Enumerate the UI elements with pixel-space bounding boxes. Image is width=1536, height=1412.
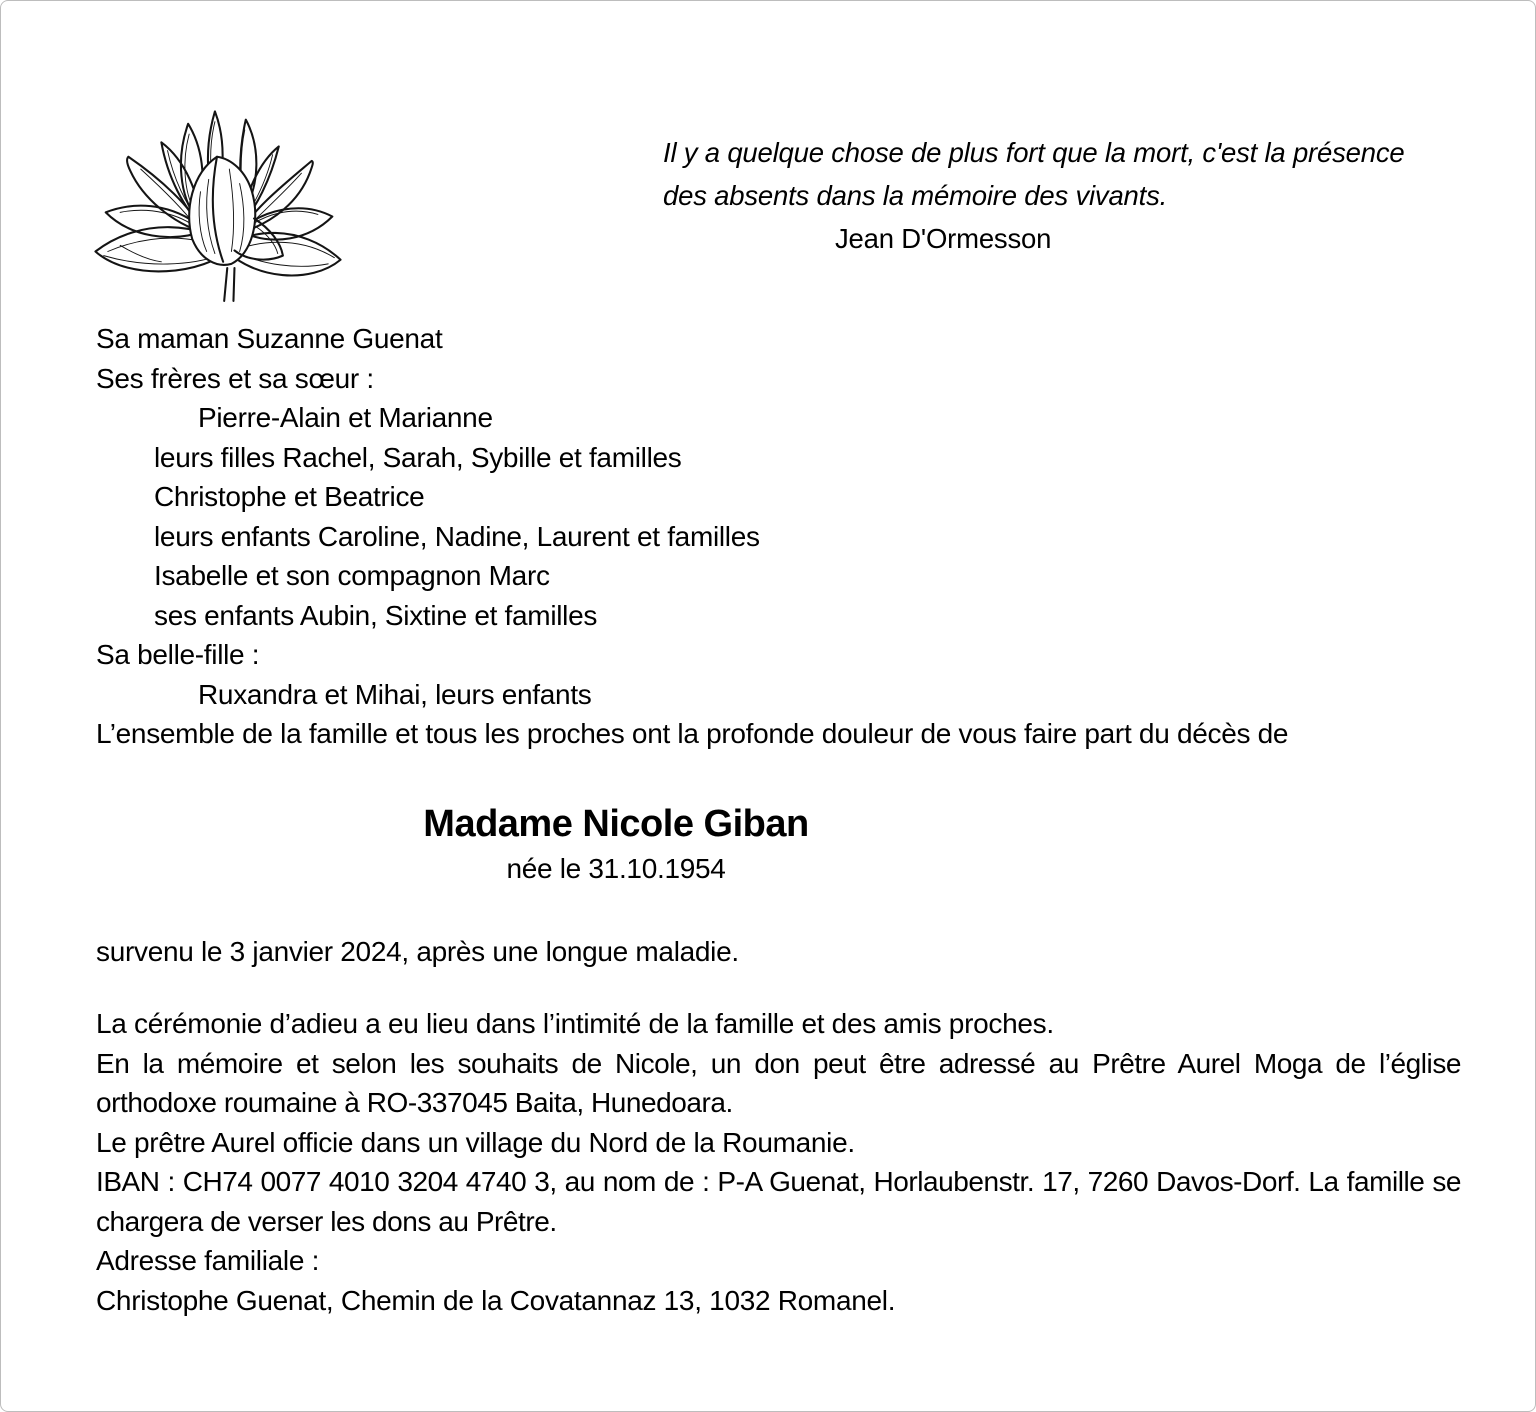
details-section: [96, 1004, 1461, 1320]
quote-line: des absents dans la mémoire des vivants.: [663, 180, 1168, 211]
detail-line: La cérémonie d’adieu a eu lieu dans l’intimité de la famille et des amis proches.: [96, 1008, 1054, 1039]
memorial-quote: [663, 131, 1483, 260]
announcement-sentence: L’ensemble de la famille et tous les proches ont la profonde douleur de vous faire part du décès de: [96, 718, 1289, 749]
birth-date-line: née le 31.10.1954: [506, 852, 726, 884]
deceased-name: Madame Nicole Giban: [423, 802, 809, 845]
family-line: Isabelle et son compagnon Marc: [154, 560, 550, 591]
detail-line: Christophe Guenat, Chemin de la Covatannaz 13, 1032 Romanel.: [96, 1284, 896, 1316]
family-line: leurs enfants Caroline, Nadine, Laurent et familles: [154, 520, 760, 552]
detail-line: Adresse familiale :: [96, 1245, 320, 1276]
family-line: Ses frères et sa sœur :: [96, 362, 374, 394]
family-line: ses enfants Aubin, Sixtine et familles: [154, 599, 598, 631]
family-line: Ruxandra et Mihai, leurs enfants: [198, 678, 592, 710]
family-line: Christophe et Beatrice: [154, 481, 425, 512]
quote-author: Jean D'Ormesson: [835, 223, 1052, 254]
quote-line: Il y a quelque chose de plus fort que la mort, c'est la présence: [663, 137, 1405, 168]
family-line: Sa maman Suzanne Guenat: [96, 323, 443, 354]
death-date-line: survenu le 3 janvier 2024, après une longue maladie.: [96, 935, 739, 967]
family-line: Sa belle-fille :: [96, 639, 260, 670]
detail-line: En la mémoire et selon les souhaits de Nicole, un don peut être adressé au Prêtre Aurel Moga de l’église orthodoxe roumaine à RO-337045 Baita, Hunedoara.: [96, 1047, 1461, 1118]
announcement-body: [96, 319, 1461, 1320]
family-line: Pierre-Alain et Marianne: [198, 402, 493, 433]
detail-line: Le prêtre Aurel officie dans un village du Nord de la Roumanie.: [96, 1126, 855, 1158]
family-line: leurs filles Rachel, Sarah, Sybille et familles: [154, 441, 682, 473]
lotus-flower-icon: [89, 97, 347, 303]
detail-line: IBAN : CH74 0077 4010 3204 4740 3, au nom de : P-A Guenat, Horlaubenstr. 17, 7260 Davos-Dorf. La famille se chargera de verser les dons au Prêtre.: [96, 1166, 1461, 1237]
deceased-name-block: [96, 800, 1136, 890]
